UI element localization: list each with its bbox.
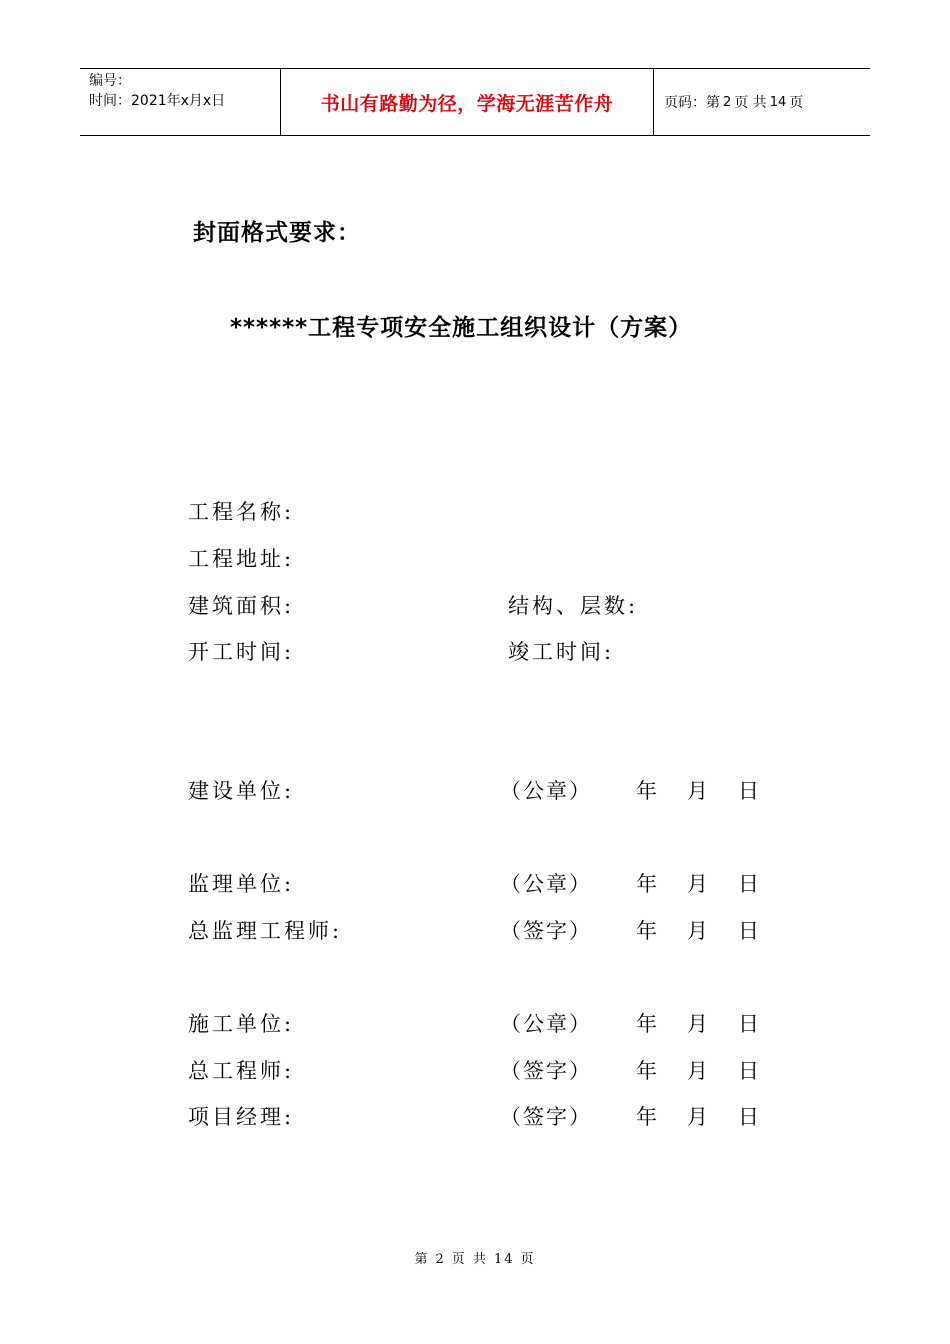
document-title: ******工程专项安全施工组织设计（方案） — [230, 315, 693, 341]
sig-mark-contractor: （公章） — [500, 1012, 592, 1036]
header-meta-cell — [80, 69, 281, 135]
sig-year-3: 年 — [636, 919, 657, 943]
sig-label-chief-supervisor: 总监理工程师: — [188, 919, 343, 943]
sig-month-3: 月 — [687, 919, 708, 943]
sig-mark-construction-unit: （公章） — [500, 779, 592, 803]
sig-label-construction-unit: 建设单位: — [188, 779, 295, 803]
sig-day-6: 日 — [738, 1105, 759, 1129]
sig-year-2: 年 — [636, 872, 657, 896]
field-structure-floors: 结构、层数: — [508, 594, 639, 618]
sig-mark-chief-engineer: （签字） — [500, 1059, 592, 1083]
sig-month-5: 月 — [687, 1059, 708, 1083]
header-page-current: 2 — [723, 94, 732, 110]
sig-year-1: 年 — [636, 779, 657, 803]
header-page-mid: 页 共 — [734, 95, 767, 111]
sig-month-2: 月 — [687, 872, 708, 896]
header-page-info — [654, 69, 870, 135]
sig-year-6: 年 — [636, 1105, 657, 1129]
field-project-address: 工程地址: — [188, 547, 295, 571]
sig-label-contractor: 施工单位: — [188, 1012, 295, 1036]
sig-mark-project-manager: （签字） — [500, 1105, 592, 1129]
sig-month-6: 月 — [687, 1105, 708, 1129]
field-completion-time: 竣工时间: — [508, 640, 615, 664]
sig-year-4: 年 — [636, 1012, 657, 1036]
footer-current: 2 — [435, 1252, 446, 1267]
sig-label-project-manager: 项目经理: — [188, 1105, 295, 1129]
footer-prefix: 第 — [414, 1252, 430, 1267]
header-page-end: 页 — [789, 95, 804, 111]
sig-label-supervision-unit: 监理单位: — [188, 872, 295, 896]
sig-day-5: 日 — [738, 1059, 759, 1083]
sig-year-5: 年 — [636, 1059, 657, 1083]
sig-month-1: 月 — [687, 779, 708, 803]
sig-day-4: 日 — [738, 1012, 759, 1036]
section-title: 封面格式要求： — [193, 220, 361, 246]
sig-day-1: 日 — [738, 779, 759, 803]
footer-total: 14 — [493, 1252, 515, 1267]
page-header — [80, 68, 870, 136]
header-number-label: 编号： — [89, 73, 131, 89]
sig-day-2: 日 — [738, 872, 759, 896]
sig-mark-supervision-unit: （公章） — [500, 872, 592, 896]
sig-day-3: 日 — [738, 919, 759, 943]
footer-suffix: 页 — [520, 1252, 536, 1267]
field-building-area: 建筑面积: — [188, 594, 295, 618]
sig-mark-chief-supervisor: （签字） — [500, 919, 592, 943]
field-start-time: 开工时间: — [188, 640, 295, 664]
header-time-label: 时间：2021年x月x日 — [89, 93, 226, 109]
sig-month-4: 月 — [687, 1012, 708, 1036]
footer-mid: 页 共 — [451, 1252, 488, 1267]
header-page-total: 14 — [769, 94, 787, 110]
sig-label-chief-engineer: 总工程师: — [188, 1059, 295, 1083]
header-motto: 书山有路勤为径，学海无涯苦作舟 — [281, 69, 654, 135]
page-footer — [0, 1248, 950, 1267]
header-page-label: 页码：第 — [664, 95, 720, 111]
field-project-name: 工程名称: — [188, 500, 295, 524]
